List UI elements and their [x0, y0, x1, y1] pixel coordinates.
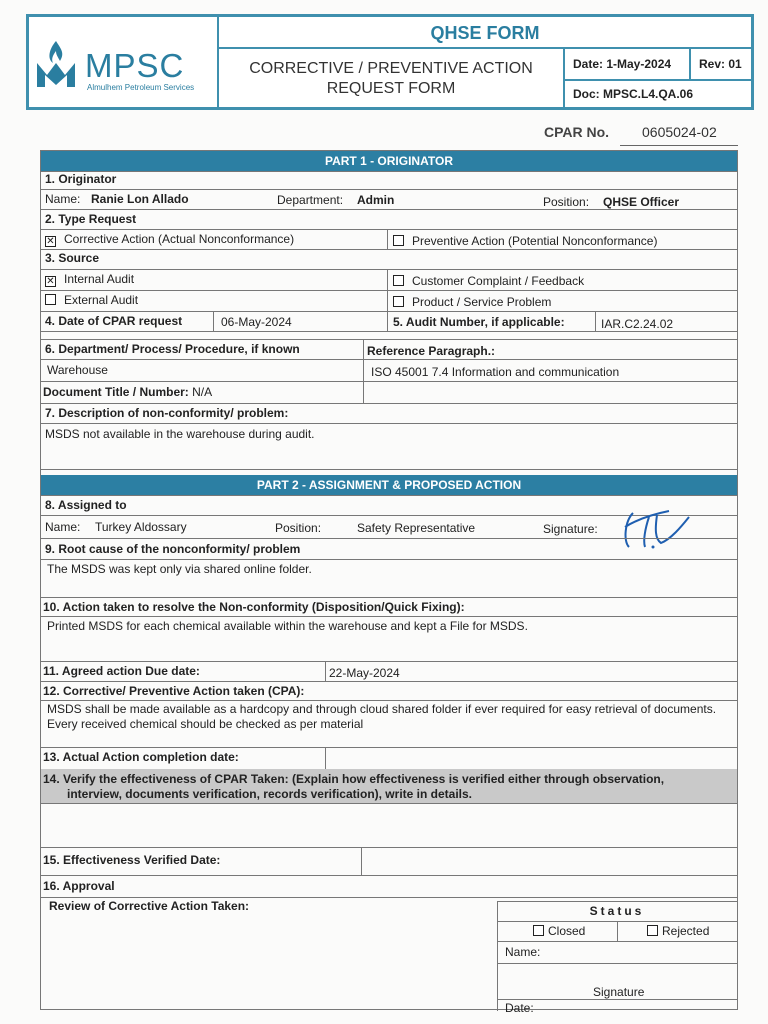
checkbox-empty-icon[interactable]: [647, 925, 658, 936]
form-revision: Rev: 01: [691, 49, 751, 81]
divider: [387, 229, 388, 249]
cpar-number-label: CPAR No.: [544, 124, 610, 140]
form-date: Date: 1-May-2024: [565, 49, 691, 81]
divider: [41, 229, 737, 230]
description-value: MSDS not available in the warehouse during audit.: [45, 427, 315, 441]
divider: [41, 559, 737, 560]
divider: [363, 339, 364, 403]
divider: [41, 381, 737, 382]
option-internal-audit[interactable]: [45, 272, 134, 287]
divider: [41, 700, 737, 701]
divider: [617, 921, 618, 941]
section-cpar-date: 4. Date of CPAR request: [45, 314, 183, 328]
section-type-request: 2. Type Request: [45, 212, 137, 226]
divider: [325, 747, 326, 769]
assignee-name-label: Name:: [45, 520, 81, 534]
document-title-label: Document Title / Number:: [43, 385, 189, 399]
section-source: 3. Source: [45, 251, 100, 265]
qhse-form-title: QHSE FORM: [219, 17, 751, 49]
status-closed-label: Closed: [548, 924, 586, 938]
cpar-form-body: [40, 150, 738, 1015]
brand-subtitle: Almulhem Petroleum Services: [87, 83, 195, 92]
company-logo: [29, 17, 219, 107]
form-title-line-1: CORRECTIVE / PREVENTIVE ACTION: [249, 60, 533, 77]
option-preventive-label: Preventive Action (Potential Nonconformance): [412, 234, 658, 248]
divider: [41, 403, 737, 404]
brand-name: MPSC: [85, 47, 185, 84]
divider: [387, 311, 388, 331]
option-external-audit[interactable]: [45, 293, 138, 307]
divider: [497, 941, 737, 942]
divider: [41, 290, 737, 291]
divider: [41, 359, 737, 360]
option-product-label: Product / Service Problem: [412, 295, 552, 309]
divider: [41, 538, 737, 539]
status-rejected[interactable]: [647, 924, 709, 938]
originator-dept-value: Admin: [357, 193, 395, 207]
section-assigned-to: 8. Assigned to: [45, 498, 127, 512]
option-customer-label: Customer Complaint / Feedback: [412, 274, 585, 288]
document-title: [43, 385, 212, 399]
divider: [41, 661, 737, 662]
status-rejected-label: Rejected: [662, 924, 710, 938]
divider: [41, 331, 737, 332]
divider: [41, 897, 737, 898]
approver-date-label: Date:: [505, 1001, 534, 1015]
divider: [41, 171, 737, 172]
department-value: Warehouse: [47, 363, 108, 377]
form-doc-number: Doc: MPSC.L4.QA.06: [573, 87, 694, 101]
checkbox-checked-icon[interactable]: ✕: [46, 236, 55, 247]
divider: [41, 875, 737, 876]
form-title: [219, 49, 565, 107]
audit-number-value: IAR.C2.24.02: [601, 317, 674, 331]
approver-signature-label: Signature: [593, 985, 645, 999]
divider: [497, 901, 737, 902]
section-due-date: 11. Agreed action Due date:: [43, 664, 200, 678]
divider: [41, 597, 737, 598]
divider: [41, 189, 737, 190]
reference-paragraph-value: ISO 45001 7.4 Information and communication: [371, 365, 620, 379]
section-verify-effectiveness-2: interview, documents verification, records verification), write in details.: [67, 787, 472, 801]
originator-name-label: Name:: [45, 192, 81, 206]
checkbox-empty-icon[interactable]: [533, 925, 544, 936]
cpar-request-date: 06-May-2024: [221, 315, 292, 329]
cpa-taken-value: MSDS shall be made available as a hardcopy and through cloud shared folder if ever required for easy retrieval of documents. Every received chemical should be checked as per material: [47, 702, 717, 731]
originator-dept-label: Department:: [277, 193, 344, 207]
cpar-number-value: 0605024-02: [620, 124, 738, 146]
status-closed[interactable]: [533, 924, 585, 938]
section-description: 7. Description of non-conformity/ problem:: [45, 406, 289, 420]
status-label: Status: [589, 904, 645, 918]
originator-position-label: Position:: [543, 195, 590, 209]
checkbox-empty-icon[interactable]: [393, 235, 404, 246]
divider: [41, 847, 737, 848]
handwritten-signature-icon: [619, 507, 699, 553]
divider: [41, 803, 737, 804]
divider: [497, 963, 737, 964]
divider: [41, 469, 737, 470]
option-internal-label: Internal Audit: [64, 272, 135, 286]
option-preventive-action[interactable]: [393, 234, 657, 248]
divider: [497, 999, 737, 1000]
flame-logo-icon: [35, 39, 77, 89]
document-title-value: N/A: [192, 385, 213, 399]
divider: [361, 847, 362, 875]
section-verify-effectiveness: 14. Verify the effectiveness of CPAR Taken: (Explain how effectiveness is verified either through observation,: [43, 772, 665, 786]
divider: [41, 423, 737, 424]
divider: [41, 616, 737, 617]
option-corrective-action[interactable]: [45, 232, 294, 247]
part1-band: PART 1 - ORIGINATOR: [41, 151, 737, 171]
section-cpa-taken: 12. Corrective/ Preventive Action taken (CPA):: [43, 684, 305, 698]
section-root-cause: 9. Root cause of the nonconformity/ problem: [45, 542, 301, 556]
section-audit-number: 5. Audit Number, if applicable:: [393, 315, 565, 329]
checkbox-empty-icon[interactable]: [45, 294, 56, 305]
option-product-problem[interactable]: [393, 295, 551, 309]
section-originator: 1. Originator: [45, 172, 117, 186]
assignee-position-value: Safety Representative: [357, 521, 476, 535]
review-label: Review of Corrective Action Taken:: [49, 899, 250, 913]
divider: [41, 495, 737, 496]
checkbox-checked-icon[interactable]: ✕: [46, 276, 55, 287]
section-verified-date: 15. Effectiveness Verified Date:: [43, 853, 221, 867]
section-action-taken: 10. Action taken to resolve the Non-conformity (Disposition/Quick Fixing):: [43, 600, 465, 614]
form-title-line-2: REQUEST FORM: [326, 80, 456, 97]
part2-band: PART 2 - ASSIGNMENT & PROPOSED ACTION: [41, 475, 737, 495]
checkbox-empty-icon[interactable]: [393, 296, 404, 307]
section-department-process: 6. Department/ Process/ Procedure, if known: [45, 342, 300, 356]
form-header: [26, 14, 754, 110]
option-external-label: External Audit: [64, 293, 139, 307]
assignee-signature-label: Signature:: [543, 522, 598, 536]
divider: [213, 311, 214, 331]
option-corrective-label: Corrective Action (Actual Nonconformance): [64, 232, 295, 246]
action-taken-value: Printed MSDS for each chemical available within the warehouse and kept a File for MSDS.: [47, 619, 528, 633]
originator-position-value: QHSE Officer: [603, 195, 680, 209]
due-date-value: 22-May-2024: [329, 666, 400, 680]
checkbox-empty-icon[interactable]: [393, 275, 404, 286]
root-cause-value: The MSDS was kept only via shared online folder.: [47, 562, 312, 576]
divider: [41, 209, 737, 210]
divider: [41, 681, 737, 682]
section-completion-date: 13. Actual Action completion date:: [43, 750, 239, 764]
assignee-name-value: Turkey Aldossary: [95, 520, 187, 534]
divider: [41, 339, 737, 340]
divider: [41, 269, 737, 270]
option-customer-complaint[interactable]: [393, 274, 584, 288]
divider: [325, 661, 326, 681]
section-approval: 16. Approval: [43, 879, 115, 893]
divider: [41, 249, 737, 250]
divider: [41, 747, 737, 748]
divider: [41, 311, 737, 312]
assignee-position-label: Position:: [275, 521, 322, 535]
reference-paragraph-label: Reference Paragraph.:: [367, 344, 496, 358]
divider: [595, 311, 596, 331]
originator-name-value: Ranie Lon Allado: [91, 192, 189, 206]
approver-name-label: Name:: [505, 945, 541, 959]
